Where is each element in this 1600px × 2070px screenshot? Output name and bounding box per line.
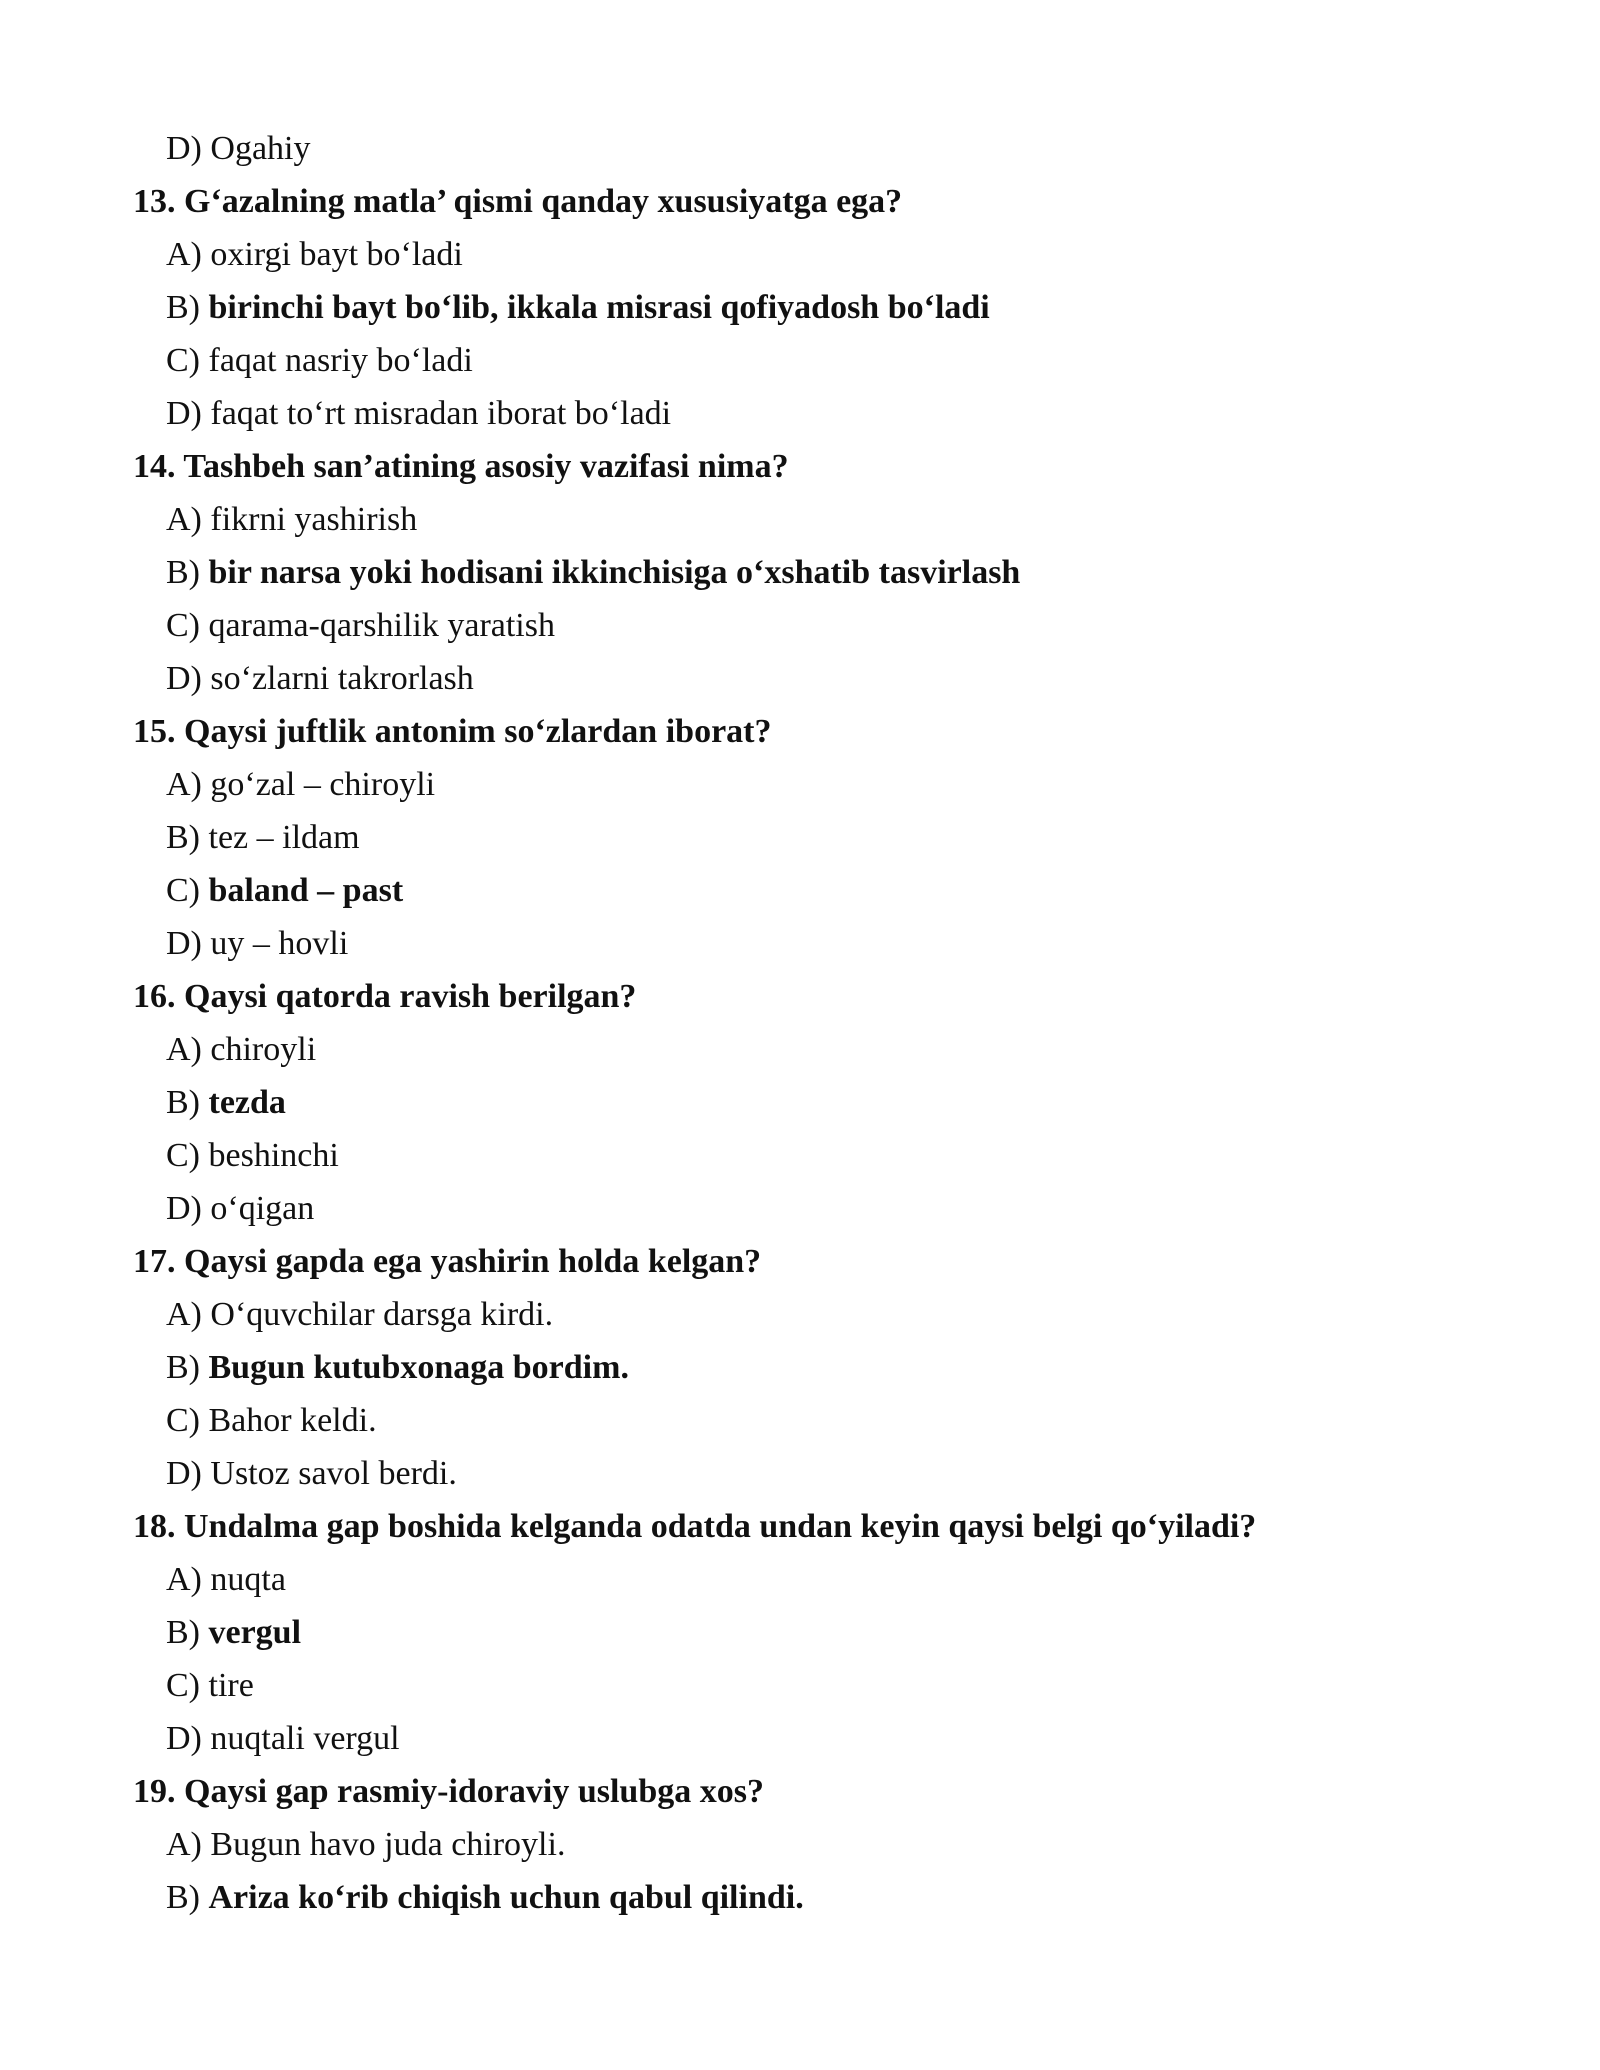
option-text: chiroyli: [210, 1031, 317, 1068]
option-text: uy – hovli: [210, 925, 349, 962]
answer-option: [0, 334, 1600, 387]
option-letter: A): [166, 766, 202, 803]
option-text: Ogahiy: [210, 130, 311, 167]
question-text: 13. G‘azalning matla’ qismi qanday xususiyatga ega?: [133, 183, 903, 220]
option-text: O‘quvchilar darsga kirdi.: [210, 1296, 554, 1333]
option-text: baland – past: [208, 872, 404, 909]
answer-option-correct: [0, 281, 1600, 334]
answer-option: [0, 1182, 1600, 1235]
option-text: tezda: [208, 1084, 286, 1121]
option-text: fikrni yashirish: [210, 501, 418, 538]
option-text: qarama-qarshilik yaratish: [208, 607, 555, 644]
option-letter: D): [166, 1190, 202, 1227]
answer-option-correct: [0, 1606, 1600, 1659]
option-text: Ustoz savol berdi.: [210, 1455, 457, 1492]
answer-option: [0, 228, 1600, 281]
answer-option: [0, 1023, 1600, 1076]
option-text: Bugun havo juda chiroyli.: [210, 1826, 566, 1863]
answer-option-correct: [0, 1076, 1600, 1129]
option-letter: A): [166, 501, 202, 538]
answer-option: [0, 917, 1600, 970]
quiz-content: [0, 122, 1600, 1924]
option-letter: B): [166, 289, 200, 326]
option-letter: B): [166, 1084, 200, 1121]
answer-option: [0, 1553, 1600, 1606]
option-letter: B): [166, 1349, 200, 1386]
question-text: 17. Qaysi gapda ega yashirin holda kelgan?: [133, 1243, 762, 1280]
option-text: tire: [208, 1667, 254, 1704]
option-text: go‘zal – chiroyli: [210, 766, 436, 803]
option-letter: A): [166, 1561, 202, 1598]
option-letter: A): [166, 1826, 202, 1863]
answer-option: [0, 1712, 1600, 1765]
option-text: vergul: [208, 1614, 302, 1651]
option-letter: D): [166, 1720, 202, 1757]
option-text: Bugun kutubxonaga bordim.: [208, 1349, 629, 1386]
answer-option: [0, 1129, 1600, 1182]
option-letter: C): [166, 1402, 200, 1439]
answer-option: [0, 122, 1600, 175]
question-text: 14. Tashbeh san’atining asosiy vazifasi nima?: [133, 448, 789, 485]
option-letter: B): [166, 819, 200, 856]
answer-option: [0, 811, 1600, 864]
answer-option-correct: [0, 1341, 1600, 1394]
option-letter: C): [166, 1137, 200, 1174]
option-letter: A): [166, 1031, 202, 1068]
answer-option: [0, 758, 1600, 811]
question-text: 18. Undalma gap boshida kelganda odatda undan keyin qaysi belgi qo‘yiladi?: [133, 1508, 1257, 1545]
option-text: faqat to‘rt misradan iborat bo‘ladi: [210, 395, 672, 432]
option-text: tez – ildam: [208, 819, 360, 856]
option-letter: B): [166, 1879, 200, 1916]
answer-option: [0, 652, 1600, 705]
option-text: bir narsa yoki hodisani ikkinchisiga o‘xshatib tasvirlash: [208, 554, 1021, 591]
answer-option: [0, 493, 1600, 546]
option-text: so‘zlarni takrorlash: [210, 660, 474, 697]
option-letter: D): [166, 130, 202, 167]
option-text: beshinchi: [208, 1137, 339, 1174]
option-letter: C): [166, 872, 200, 909]
option-letter: B): [166, 1614, 200, 1651]
option-text: Ariza ko‘rib chiqish uchun qabul qilindi.: [208, 1879, 804, 1916]
answer-option: [0, 1447, 1600, 1500]
option-letter: C): [166, 1667, 200, 1704]
option-letter: C): [166, 607, 200, 644]
answer-option: [0, 1288, 1600, 1341]
option-text: faqat nasriy bo‘ladi: [208, 342, 473, 379]
option-letter: D): [166, 1455, 202, 1492]
option-text: o‘qigan: [210, 1190, 315, 1227]
answer-option: [0, 1818, 1600, 1871]
option-text: nuqta: [210, 1561, 286, 1598]
option-text: oxirgi bayt bo‘ladi: [210, 236, 463, 273]
option-text: nuqtali vergul: [210, 1720, 400, 1757]
answer-option: [0, 1394, 1600, 1447]
option-letter: A): [166, 236, 202, 273]
option-text: Bahor keldi.: [208, 1402, 377, 1439]
answer-option-correct: [0, 546, 1600, 599]
answer-option-correct: [0, 1871, 1600, 1924]
option-letter: B): [166, 554, 200, 591]
option-letter: D): [166, 925, 202, 962]
option-letter: D): [166, 395, 202, 432]
answer-option: [0, 599, 1600, 652]
question-text: 15. Qaysi juftlik antonim so‘zlardan iborat?: [133, 713, 772, 750]
option-letter: D): [166, 660, 202, 697]
option-letter: A): [166, 1296, 202, 1333]
answer-option-correct: [0, 864, 1600, 917]
option-text: birinchi bayt bo‘lib, ikkala misrasi qofiyadosh bo‘ladi: [208, 289, 990, 326]
answer-option: [0, 387, 1600, 440]
option-letter: C): [166, 342, 200, 379]
question-text: 16. Qaysi qatorda ravish berilgan?: [133, 978, 637, 1015]
question-text: 19. Qaysi gap rasmiy-idoraviy uslubga xos?: [133, 1773, 764, 1810]
answer-option: [0, 1659, 1600, 1712]
